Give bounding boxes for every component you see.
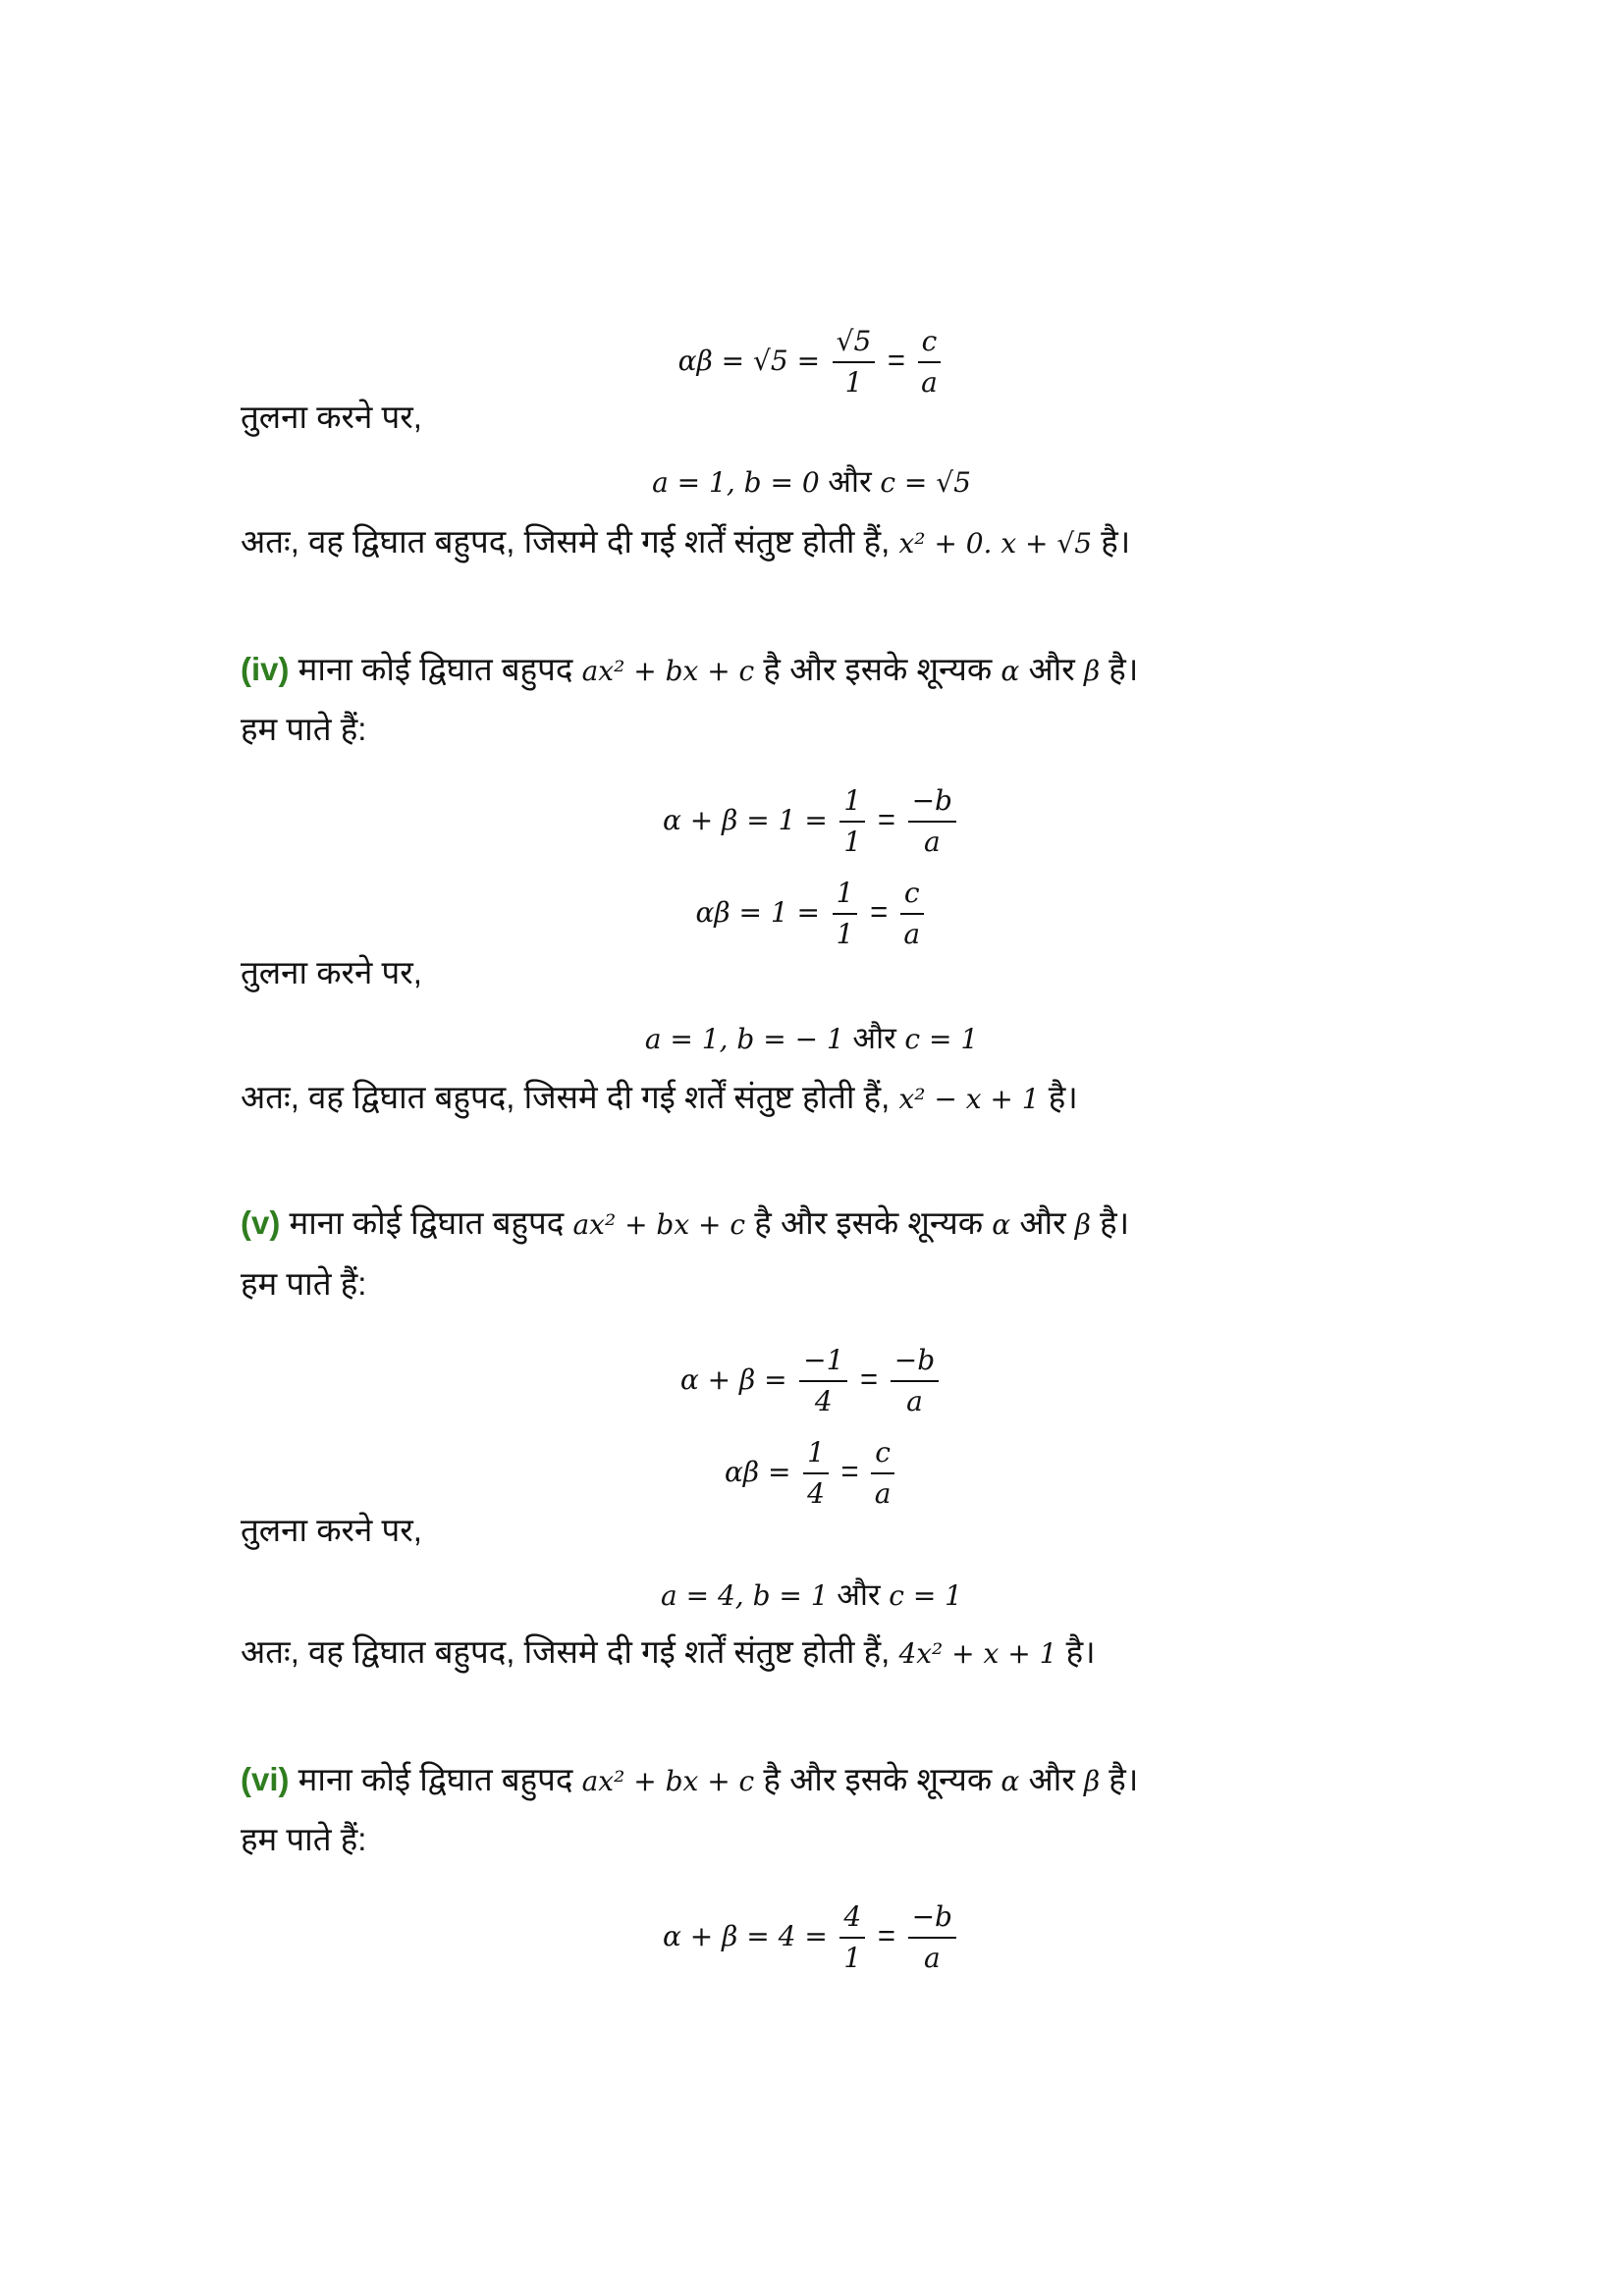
is-text: है। [1109, 651, 1139, 687]
beta: β [1083, 655, 1101, 687]
numerator: 1 [833, 874, 858, 915]
intro-text: माना कोई द्विघात बहुपद [298, 651, 573, 687]
numerator: 1 [839, 781, 865, 823]
equation-sum-6: α + β = 4 = $\frac{4}{1}$ = $\frac{-b}{a}$ [0, 1897, 1623, 1978]
math-text: a = 1, b = − 1 [644, 1023, 844, 1055]
answer-polynomial: x² + 0. x + √5 [898, 527, 1093, 560]
coefficients-4 [0, 1017, 1623, 1058]
coefficients-3 [0, 460, 1623, 502]
intro-6 [241, 1760, 1138, 1801]
compare-text: तुलना करने पर, [241, 954, 422, 990]
denominator: a [923, 826, 941, 858]
denominator: 1 [843, 1942, 862, 1974]
is-text: है। [1100, 1204, 1130, 1241]
equation-product-4: αβ = 1 = $\frac{1}{1}$ = $\frac{c}{a}$ [0, 874, 1623, 954]
denominator: a [921, 366, 938, 399]
alpha: α [1001, 1765, 1020, 1797]
numerator: 4 [839, 1897, 865, 1939]
polynomial: ax² + bx + c [581, 655, 755, 687]
denominator: 1 [844, 366, 863, 399]
numerator: −b [908, 1897, 956, 1939]
alpha: α [1001, 655, 1020, 687]
denominator: 4 [807, 1477, 825, 1510]
and-text: और [1019, 1204, 1066, 1241]
fraction [803, 1433, 829, 1514]
fraction [799, 1341, 847, 1421]
conclusion-5 [241, 1632, 1096, 1674]
math-text: c = 1 [889, 1579, 962, 1612]
is-text: है। [1065, 1633, 1096, 1670]
fraction [839, 1897, 865, 1978]
fraction [918, 322, 942, 402]
coefficients-5 [0, 1574, 1623, 1615]
part-label: (iv) [241, 651, 290, 687]
part-label: (vi) [241, 1761, 290, 1797]
and-text: और [1028, 1761, 1075, 1797]
alpha: α [992, 1208, 1011, 1241]
denominator: 1 [843, 826, 862, 858]
conclusion-text: अतः, वह द्विघात बहुपद, जिसमे दी गई शर्तें संतुष्ट होती हैं, [241, 1633, 891, 1670]
numerator: √5 [833, 322, 876, 363]
math-text: αβ = 1 = [695, 896, 821, 930]
intro-text: माना कोई द्विघात बहुपद [298, 1761, 573, 1797]
intro-text: माना कोई द्विघात बहुपद [289, 1204, 565, 1241]
numerator: −b [908, 781, 956, 823]
numerator: c [900, 874, 924, 915]
math-text: α + β = 4 = [663, 1920, 828, 1953]
fraction [871, 1433, 894, 1514]
intro-text: है और इसके शून्यक [763, 651, 993, 687]
denominator: a [903, 918, 921, 950]
is-text: है। [1109, 1761, 1139, 1797]
numerator: c [871, 1433, 894, 1474]
fraction [833, 874, 858, 954]
and-text: और [1028, 651, 1075, 687]
math-text: αβ = √5 = [677, 345, 821, 378]
answer-polynomial: 4x² + x + 1 [898, 1637, 1057, 1670]
is-text: है। [1048, 1079, 1078, 1115]
numerator: c [918, 322, 942, 363]
beta: β [1074, 1208, 1091, 1241]
answer-polynomial: x² − x + 1 [898, 1083, 1040, 1115]
equation-product-3: αβ = √5 = $\frac{√5}{1}$ = $\frac{c}{a}$ [0, 322, 1623, 402]
math-text: α + β = [679, 1363, 787, 1397]
conclusion-3 [241, 522, 1130, 563]
fraction [900, 874, 924, 954]
intro-4 [241, 650, 1138, 691]
fraction [891, 1341, 939, 1421]
compare-text: तुलना करने पर, [241, 1512, 422, 1548]
denominator: a [874, 1477, 892, 1510]
intro-text: है और इसके शून्यक [754, 1204, 984, 1241]
intro-text: है और इसके शून्यक [763, 1761, 993, 1797]
numerator: 1 [803, 1433, 829, 1474]
is-text: है। [1101, 523, 1131, 560]
math-text: a = 1, b = 0 [652, 466, 820, 499]
and-text: और [837, 1577, 881, 1612]
intro-5 [241, 1203, 1129, 1245]
polynomial: ax² + bx + c [581, 1765, 755, 1797]
we-get-text: हम पाते हैं: [241, 1265, 367, 1302]
we-get-text: हम पाते हैं: [241, 711, 367, 747]
fraction [908, 1897, 956, 1978]
conclusion-text: अतः, वह द्विघात बहुपद, जिसमे दी गई शर्तें संतुष्ट होती हैं, [241, 1079, 891, 1115]
math-text: α + β = 1 = [663, 804, 828, 837]
and-text: और [828, 464, 872, 499]
denominator: 4 [814, 1385, 833, 1417]
equation-product-5: αβ = $\frac{1}{4}$ = $\frac{c}{a}$ [0, 1433, 1623, 1514]
fraction [833, 322, 876, 402]
and-text: और [852, 1021, 896, 1055]
numerator: −b [891, 1341, 939, 1382]
equation-sum-4: α + β = 1 = $\frac{1}{1}$ = $\frac{-b}{a}$ [0, 781, 1623, 862]
math-text: c = √5 [880, 466, 971, 499]
numerator: −1 [799, 1341, 847, 1382]
denominator: a [923, 1942, 941, 1974]
math-text: αβ = [725, 1456, 791, 1489]
math-text: c = 1 [904, 1023, 979, 1055]
fraction [908, 781, 956, 862]
math-text: a = 4, b = 1 [661, 1579, 829, 1612]
denominator: a [906, 1385, 923, 1417]
beta: β [1083, 1765, 1101, 1797]
polynomial: ax² + bx + c [572, 1208, 746, 1241]
conclusion-4 [241, 1078, 1078, 1119]
we-get-text: हम पाते हैं: [241, 1821, 367, 1857]
equation-sum-5: α + β = $\frac{-1}{4}$ = $\frac{-b}{a}$ [0, 1341, 1623, 1421]
fraction [839, 781, 865, 862]
denominator: 1 [836, 918, 854, 950]
part-label: (v) [241, 1204, 281, 1241]
compare-text: तुलना करने पर, [241, 399, 422, 435]
conclusion-text: अतः, वह द्विघात बहुपद, जिसमे दी गई शर्तें संतुष्ट होती हैं, [241, 523, 891, 560]
